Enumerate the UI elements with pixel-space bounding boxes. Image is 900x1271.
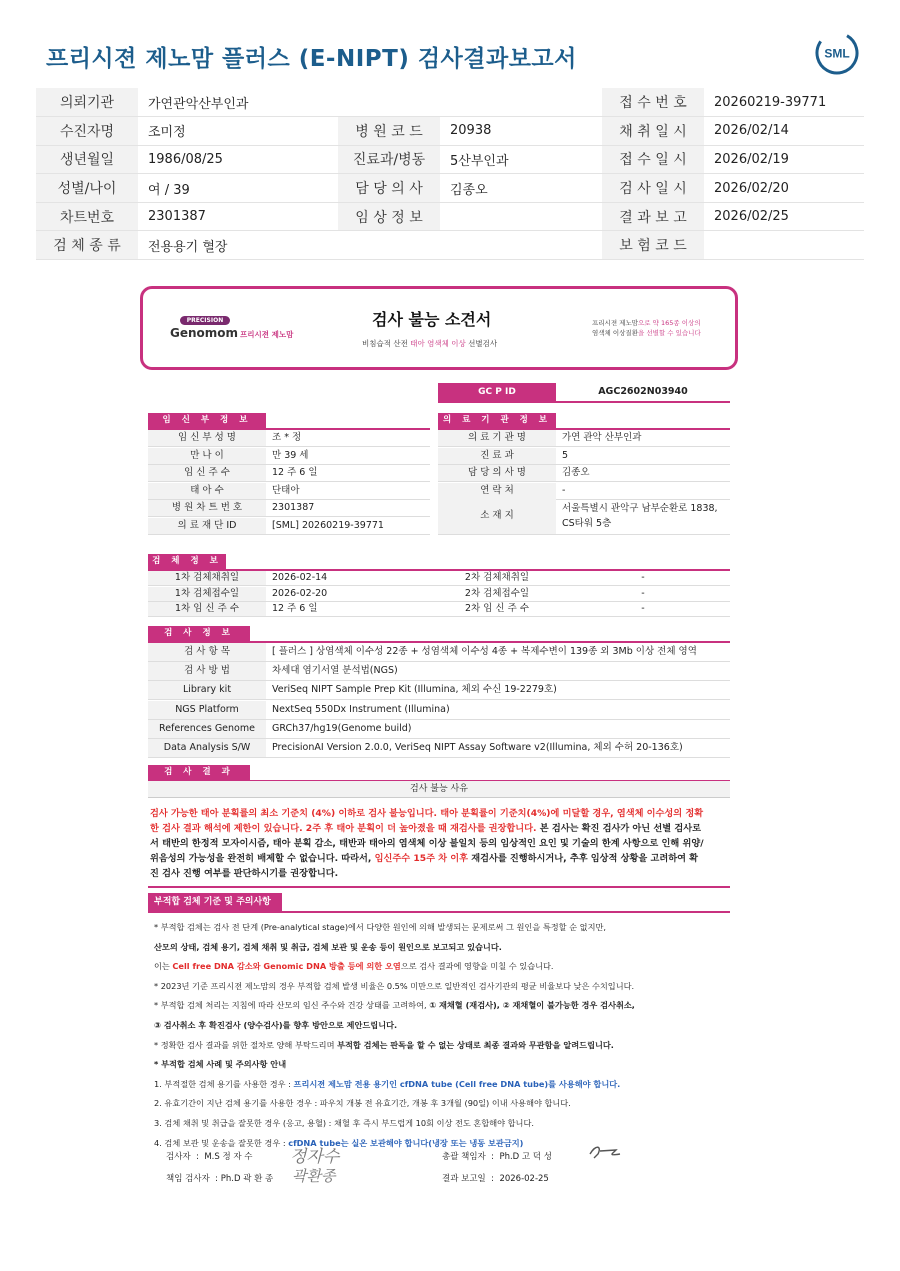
- specimen-value: 전용용기 혈장: [138, 231, 602, 260]
- specimen-info-head: 검 체 정 보: [148, 554, 226, 569]
- address-label: 소 재 지: [438, 498, 556, 534]
- chief-line: 책임 검사자 : Ph.D 곽 환 종: [166, 1174, 274, 1184]
- test-date-label: 검 사 일 시: [602, 174, 704, 203]
- pregnant-row: [148, 500, 430, 517]
- specimen-row-label-2: 2차 검체채취일: [438, 571, 556, 585]
- test-row: [148, 681, 730, 700]
- test-row-label: References Genome: [148, 720, 266, 738]
- specimen-row-value-2: -: [641, 587, 645, 599]
- pregnant-row: [148, 518, 430, 535]
- doctor-value: 김종오: [440, 174, 602, 203]
- test-row-value: GRCh37/hg19(Genome build): [272, 722, 412, 734]
- birth-label: 생년월일: [36, 145, 138, 174]
- recipient-value: 조미정: [138, 117, 338, 146]
- unsuitable-specimen-head: 부적합 검체 기준 및 주의사항: [148, 893, 282, 911]
- dept-label: 진료과/병동: [338, 145, 440, 174]
- test-row-label: Data Analysis S/W: [148, 739, 266, 757]
- hospital-code-label: 병 원 코 드: [338, 117, 440, 146]
- specimen-row-value: 2026-02-14: [272, 572, 328, 583]
- embedded-report: [140, 286, 738, 1196]
- specimen-row-value-2: -: [641, 603, 645, 614]
- org-row-label: 진 료 과: [438, 448, 556, 464]
- specimen-label: 검 체 종 류: [36, 231, 138, 260]
- pregnant-row-label: 임 신 부 성 명: [148, 430, 266, 446]
- dept-value: 5산부인과: [440, 145, 602, 174]
- test-row-value: NextSeq 550Dx Instrument (Illumina): [272, 703, 450, 715]
- test-row-label: 검 사 항 목: [148, 643, 266, 661]
- test-info-head: 검 사 정 보: [148, 626, 250, 641]
- test-row: [148, 720, 730, 739]
- reason-head: 검사 불능 사유: [148, 781, 730, 798]
- specimen-row-label: 1차 검체채취일: [148, 571, 266, 585]
- insurance-label: 보 험 코 드: [602, 231, 704, 260]
- test-row: [148, 643, 730, 662]
- test-row: [148, 701, 730, 720]
- insurance-value: [704, 231, 864, 260]
- sex-age-label: 성별/나이: [36, 174, 138, 203]
- report-subtitle: 비침습적 산전 태아 염색체 이상 선별검사: [362, 339, 498, 348]
- pregnant-row-label: 만 나 이: [148, 448, 266, 464]
- manager-line: 총괄 책임자 : Ph.D 고 덕 성: [442, 1152, 552, 1162]
- test-row-label: Library kit: [148, 681, 266, 699]
- pregnant-row-value: [SML] 20260219-39771: [272, 520, 384, 531]
- org-row: [438, 430, 730, 447]
- pregnant-row-value: 단태아: [272, 484, 300, 496]
- org-row-value: -: [562, 484, 566, 496]
- page-title: 프리시젼 제노맘 플러스 (E-NIPT) 검사결과보고서: [46, 46, 577, 72]
- brand-name: Genomom: [170, 326, 239, 340]
- collect-date-value: 2026/02/14: [704, 117, 864, 146]
- specimen-row: [148, 571, 730, 586]
- test-date-value: 2026/02/20: [704, 174, 864, 203]
- patient-info-table: [36, 88, 864, 260]
- test-row-value: VeriSeq NIPT Sample Prep Kit (Illumina, 체외 수신 19-2279호): [272, 684, 557, 696]
- org-row-label: 의 료 기 관 명: [438, 430, 556, 446]
- org-row-value: 김종오: [562, 467, 590, 479]
- pregnant-row-value: 만 39 세: [272, 449, 309, 461]
- birth-value: 1986/08/25: [138, 145, 338, 174]
- unsuitable-notes: * 부적합 검체는 검사 전 단계 (Pre-analytical stage)에서 다양한 원인에 의해 발생되는 문제로써 그 원인을 특정할 순 없지만, 산모의 상태, 검체 용기, 검체 채취 및 취급, 검체 보관 및 운송 등이 원인으로 보고되고 있습니다. 이는 Cell free DNA 감소와 Genomic DNA 방출 등에 의한 오염으로 검사 결과에 영향을 미칠 수 있습니다. * 2023년 기준 프리시젼 제노맘의 경우 부적합 검체 발생 비율은 0.5% 미만으로 일반적인 검사기관의 평균 비율보다 낮은 수치입니다. * 부적합 검체 처리는 지침에 따라 산모의 임신 주수와 건강 상태를 고려하여, ① 재채혈 (재검사), ② 재채혈이 불가능한 경우 검사취소, ③ 검사취소 후 확진검사 (양수검사)를 향후 방안으로 제안드립니다. * 정확한 검사 결과를 위한 절차로 양해 부탁드리며 부적합 검체는 판독을 할 수 없는 상태로 최종 결과와 무관함을 알려드립니다. * 부적합 검체 사례 및 주의사항 안내 1. 부적절한 검체 용기를 사용한 경우 : 프리시젼 제노맘 전용 용기인 cfDNA tube (Cell free DNA tube)를 사용해야 합니다. 2. 유효기간이 지난 검체 용기를 사용한 경우 : 파우치 개봉 전 유효기간, 개봉 후 3개월 (90일) 이내 사용해야 합니다. 3. 검체 채취 및 취급을 잘못한 경우 (응고, 용혈) : 채혈 후 즉시 부드럽게 10회 이상 전도 혼합해야 합니다. 4. 검체 보관 및 운송을 잘못한 경우 : cfDNA tube는 실온 보관해야 합니다(냉장 또는 냉동 보관금지): [154, 922, 635, 1148]
- specimen-row-value: 12 주 6 일: [272, 603, 318, 614]
- gcpid-value: AGC2602N03940: [598, 386, 688, 397]
- specimen-row-label: 1차 검체접수일: [148, 587, 266, 601]
- gcpid-label: GC P ID: [438, 383, 556, 401]
- org-row: [438, 448, 730, 465]
- test-row-value: PrecisionAI Version 2.0.0, VeriSeq NIPT Assay Software v2(Illumina, 체외 수허 20-136호): [272, 742, 683, 753]
- org-row-value: 5: [562, 449, 569, 461]
- pregnant-row: [148, 465, 430, 482]
- doctor-label: 담 당 의 사: [338, 174, 440, 203]
- pregnant-row: [148, 448, 430, 465]
- specimen-row-value: 2026-02-20: [272, 587, 328, 599]
- address-line-1: 서울특별시 관악구 남부순환로 1838,: [562, 503, 718, 514]
- pregnant-row-label: 병 원 차 트 번 호: [148, 500, 266, 516]
- report-side-note: 프리시젼 제노맘으로 약 165종 이상의 염색체 이상질환을 선별할 수 있습니다: [592, 319, 701, 337]
- pregnant-row-value: 12 주 6 일: [272, 467, 318, 479]
- receipt-no-label: 접 수 번 호: [602, 88, 704, 117]
- brand-subname: 프리시젼 제노맘: [240, 330, 294, 339]
- receipt-date-label: 접 수 일 시: [602, 145, 704, 174]
- address-row: [438, 498, 730, 535]
- test-row: [148, 739, 730, 758]
- recipient-label: 수진자명: [36, 117, 138, 146]
- sex-age-value: 여 / 39: [138, 174, 338, 203]
- pregnant-row-value: 조 * 정: [272, 432, 302, 443]
- org-info-head: 의 료 기 관 정 보: [438, 413, 556, 428]
- svg-text:SML: SML: [824, 46, 850, 61]
- address-line-2: CS타워 5층: [562, 518, 612, 529]
- pregnant-row-label: 의 료 재 단 ID: [148, 518, 266, 534]
- pregnant-row: [148, 483, 430, 500]
- tester-line: 검사자 : M.S 정 자 수: [166, 1152, 253, 1162]
- test-row-value: 차세대 염기서열 분석법(NGS): [272, 665, 398, 677]
- pregnant-info-head: 임 신 부 정 보: [148, 413, 266, 428]
- chief-signature: 곽환종: [292, 1167, 336, 1185]
- report-date-line: 결과 보고일 : 2026-02-25: [442, 1174, 549, 1184]
- test-row-value: [ 플러스 ] 상염색체 이수성 22종 + 성염색체 이수성 4종 + 복제수변이 139종 외 3Mb 이상 전체 영역: [272, 646, 697, 657]
- report-title: 검사 불능 소견서: [372, 310, 492, 329]
- test-row-label: 검 사 방 법: [148, 662, 266, 680]
- specimen-row-label-2: 2차 임 신 주 수: [438, 602, 556, 616]
- chart-label: 차트번호: [36, 202, 138, 231]
- test-row: [148, 662, 730, 681]
- pregnant-row-value: 2301387: [272, 502, 315, 514]
- pregnant-row: [148, 430, 430, 447]
- receipt-no-value: 20260219-39771: [704, 88, 864, 117]
- specimen-row-label: 1차 임 신 주 수: [148, 602, 266, 616]
- sml-logo: [814, 30, 860, 76]
- report-date-value: 2026/02/25: [704, 202, 864, 231]
- specimen-row: [148, 587, 730, 602]
- collect-date-label: 채 취 일 시: [602, 117, 704, 146]
- request-org-label: 의뢰기관: [36, 88, 138, 117]
- report-date-label: 결 과 보 고: [602, 202, 704, 231]
- manager-signature: [586, 1142, 626, 1162]
- tester-signature: 정자수: [290, 1147, 340, 1167]
- org-row-label: 담 당 의 사 명: [438, 465, 556, 481]
- specimen-row-label-2: 2차 검체접수일: [438, 587, 556, 601]
- org-row: [438, 465, 730, 482]
- test-row-label: NGS Platform: [148, 701, 266, 719]
- specimen-row: [148, 602, 730, 617]
- pregnant-row-label: 태 아 수: [148, 483, 266, 499]
- precision-pill: PRECISION: [180, 316, 230, 325]
- clinical-label: 임 상 정 보: [338, 202, 440, 231]
- chart-value: 2301387: [138, 202, 338, 231]
- clinical-value: [440, 202, 602, 231]
- result-head: 검 사 결 과: [148, 765, 250, 780]
- org-row-value: 가연 관악 산부인과: [562, 432, 642, 443]
- pregnant-row-label: 임 신 주 수: [148, 465, 266, 481]
- request-org-value: 가연관악산부인과: [138, 88, 602, 117]
- reason-text: 검사 가능한 태아 분획률의 최소 기준치 (4%) 이하로 검사 불능입니다. 태아 분획률이 기준치(4%)에 미달할 경우, 염색체 이수성의 정확 한 검사 결과 해석에 제한이 있습니다. 2주 후 태아 분획이 더 높아졌을 때 재검사를 권장합니다. 본 검사는 확진 검사가 아닌 선별 검사로 서 태반의 한정적 모자이시즘, 태아 분획 감소, 태반과 태아의 염색체 이상 불일치 등의 임상적인 요인 및 기술의 한계 사항으로 인해 위양/ 위음성의 가능성을 완전히 배제할 수 없습니다. 따라서, 임신주수 15주 차 이후 재검사를 진행하시거나, 추후 임상적 상황을 고려하여 확 진 검사 진행 여부를 판단하시기를 권장합니다.: [150, 808, 704, 879]
- receipt-date-value: 2026/02/19: [704, 145, 864, 174]
- hospital-code-value: 20938: [440, 117, 602, 146]
- specimen-row-value-2: -: [641, 572, 645, 583]
- org-row-label: 연 락 처: [438, 483, 556, 499]
